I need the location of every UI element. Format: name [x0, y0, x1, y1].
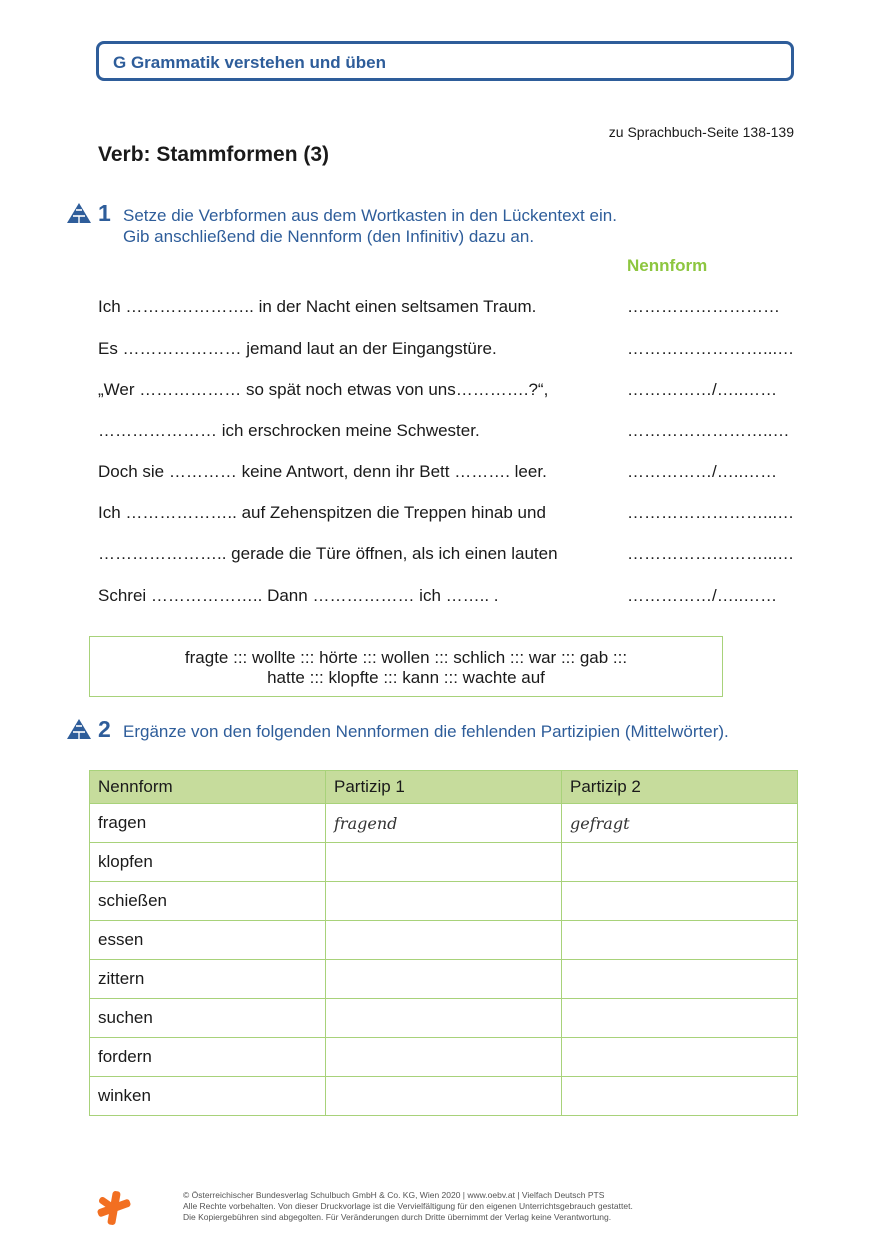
table-row	[90, 999, 798, 1038]
difficulty-pyramid-icon	[66, 202, 92, 224]
gap-sentence: „Wer ……………… so spät noch etwas von uns………….?“,	[98, 380, 549, 399]
infinitive-cell: fordern	[90, 1038, 326, 1077]
word-box-line-1: fragte ::: wollte ::: hörte ::: wollen ::: schlich ::: war ::: gab :::	[184, 648, 628, 667]
task-2-instruction: Ergänze von den folgenden Nennformen die fehlenden Partizipien (Mittelwörter).	[123, 722, 729, 741]
gap-sentence: ………………….. gerade die Türe öffnen, als ich einen lauten	[98, 544, 558, 563]
participle-1-cell[interactable]: fragend	[326, 804, 562, 843]
table-row	[90, 960, 798, 999]
participle-table	[89, 770, 798, 1116]
infinitive-blank[interactable]: ……………/…..……	[627, 380, 778, 399]
gap-sentence: ………………… ich erschrocken meine Schwester.	[98, 421, 480, 440]
infinitive-cell: klopfen	[90, 843, 326, 882]
infinitive-cell: essen	[90, 921, 326, 960]
infinitive-cell: winken	[90, 1077, 326, 1116]
page-title: Verb: Stammformen (3)	[98, 143, 330, 166]
copyright-line-2: Alle Rechte vorbehalten. Von dieser Druckvorlage ist die Vervielfältigung für den eigenen Unterrichtsgebrauch gestattet.	[183, 1201, 633, 1211]
nennform-column-heading: Nennform	[627, 256, 708, 275]
infinitive-blank[interactable]: ………………………	[627, 297, 780, 316]
infinitive-cell: schießen	[90, 882, 326, 921]
participle-2-cell[interactable]	[562, 1077, 798, 1116]
participle-2-cell[interactable]	[562, 843, 798, 882]
infinitive-blank[interactable]: ……………/…..……	[627, 586, 778, 605]
participle-2-cell[interactable]	[562, 921, 798, 960]
participle-1-cell[interactable]	[326, 882, 562, 921]
table-row	[90, 1077, 798, 1116]
infinitive-blank[interactable]: ……………………...…	[627, 544, 795, 563]
participle-1-cell[interactable]	[326, 960, 562, 999]
infinitive-cell: zittern	[90, 960, 326, 999]
gap-sentence: Ich ……………….. auf Zehenspitzen die Treppen hinab und	[98, 503, 546, 522]
participle-1-cell[interactable]	[326, 999, 562, 1038]
task-1-instruction-line-2: Gib anschließend die Nennform (den Infinitiv) dazu an.	[123, 227, 535, 246]
infinitive-blank[interactable]: ……………/…..……	[627, 462, 778, 481]
table-row	[90, 843, 798, 882]
copyright-line-1: © Österreichischer Bundesverlag Schulbuch GmbH & Co. KG, Wien 2020 | www.oebv.at | Vielfach Deutsch PTS	[183, 1190, 605, 1200]
word-box	[89, 636, 723, 697]
infinitive-blank[interactable]: ……………………...…	[627, 339, 795, 358]
infinitive-cell: fragen	[90, 804, 326, 843]
participle-2-cell[interactable]	[562, 999, 798, 1038]
task-2-number: 2	[98, 716, 111, 742]
gap-sentence: Schrei ……………….. Dann ……………… ich …….. .	[98, 586, 499, 605]
word-box-line-2: hatte ::: klopfte ::: kann ::: wachte auf	[267, 668, 545, 687]
copyright-notice	[183, 1190, 633, 1223]
participle-1-cell[interactable]	[326, 921, 562, 960]
task-1-instruction-line-1: Setze die Verbformen aus dem Wortkasten in den Lückentext ein.	[123, 206, 617, 225]
gap-sentence: Doch sie ………… keine Antwort, denn ihr Bett ………. leer.	[98, 462, 547, 481]
infinitive-blank[interactable]: ……………………..…	[627, 421, 790, 440]
copyright-line-3: Die Kopiergebühren sind abgegolten. Für Veränderungen durch Dritte übernimmt der Verlag keine Verantwortung.	[183, 1212, 612, 1222]
column-header: Nennform	[90, 771, 326, 804]
task-1-number: 1	[98, 200, 111, 226]
participle-1-cell[interactable]	[326, 1077, 562, 1116]
participle-1-cell[interactable]	[326, 1038, 562, 1077]
textbook-reference: zu Sprachbuch-Seite 138-139	[608, 124, 794, 140]
gap-sentence: Es ………………… jemand laut an der Eingangstüre.	[98, 339, 497, 358]
infinitive-cell: suchen	[90, 999, 326, 1038]
participle-2-cell[interactable]	[562, 1038, 798, 1077]
section-title: G Grammatik verstehen und üben	[113, 53, 387, 72]
table-row	[90, 804, 798, 843]
table-row	[90, 921, 798, 960]
participle-2-cell[interactable]	[562, 960, 798, 999]
table-row	[90, 882, 798, 921]
participle-2-cell[interactable]	[562, 882, 798, 921]
section-header-box	[96, 41, 794, 81]
participle-2-cell[interactable]: gefragt	[562, 804, 798, 843]
column-header: Partizip 1	[326, 771, 562, 804]
participle-1-cell[interactable]	[326, 843, 562, 882]
table-header-row	[90, 771, 798, 804]
infinitive-blank[interactable]: ……………………...…	[627, 503, 795, 522]
gap-sentence: Ich ………………….. in der Nacht einen seltsamen Traum.	[98, 297, 537, 316]
column-header: Partizip 2	[562, 771, 798, 804]
difficulty-pyramid-icon	[66, 718, 92, 740]
publisher-logo-icon	[96, 1190, 132, 1226]
table-row	[90, 1038, 798, 1077]
